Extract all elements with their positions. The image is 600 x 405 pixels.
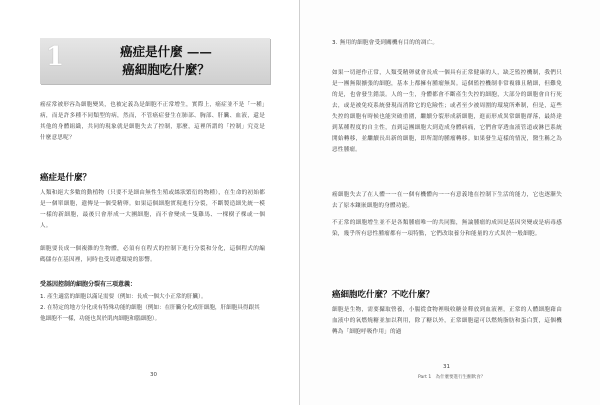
section1-paragraph-2: 細胞要長成一個複雜的生物體，必須有在程式的控制下進行分裂和分化，這個程式的編碼儲存在基因裡，同時也受周遭環境的影響。 [40, 246, 265, 263]
list-item-3: 3. 無用的細胞會受到關機有目的的凋亡。 [332, 40, 439, 46]
chapter-title-line1: 癌症是什麼 —— [120, 44, 212, 59]
page-number-left: 30 [150, 372, 157, 378]
section-heading-what-cancer-eats: 癌細胞吃什麼？不吃什麼？ [332, 290, 435, 300]
intro-paragraph: 癌症常被形容為細胞變異，也被定義為是細胞不正常增生，實際上，癌症並不是「一種」病，而是許多種不同類型的病，然而，不管癌症發生在肺部、胸部、肝臟、血液，還是其他的身體組織，共同的現象就是細胞失去了控制，那麼，這裡所謂的「控制」究竟是什麼意思呢？ [40, 102, 265, 141]
list-heading: 受基因控制的細胞分裂有三項意義： [40, 281, 137, 288]
right-paragraph-1: 如果一切運作正常，人類受精卵就會長成一個具有正常健康的人，缺乏監控機制，我們只是一團無限擴張的細胞，基本上都擁有腫瘤無異。這個監控機制非常複雜且精細，但難免的是，也會發生錯誤。人的一生，身體都會不斷產生失控的細胞，大部分的細胞會自行死去，或是被免疫系統發現而消除它的危險性；或者至少被周圍的環境所牽制，但是，這些失控的細胞有時候也能突破重圍，繼續分裂形成新細胞，進而形成異常細胞群落，最終達到某種程度的自主性，直到這團細胞大到造成身體病痛，它們會穿透血液管道或淋巴系統開始轉移，並繼續長出新的細胞，即所謂的腫瘤轉移。如果發生這樣的情況，醫生稱之為惡性腫瘤。 [332, 70, 562, 153]
chapter-number: 1 [46, 42, 65, 72]
right-paragraph-4: 細胞是生物，需要攝取營養，小腸從食物裡吸收糖並釋放到血液裡，正常的人體細胞藉由血液中的氧燃燒糖並加以利用，除了糖以外，正常細胞還可以燃燒脂肪和蛋白質，這個機轉為「細胞呼吸作用」的過 [332, 307, 562, 335]
section1-paragraph-1: 人類和絕大多數的動植物（只要不是細由無性生殖或絲狀繁衍的物種），在生命的初始都是一個單細胞，遺傳是一個受精卵。如果這個細胞實現進行分裂，不斷製造細先統一模一樣的新細胞，最後只會形成一大團細胞，而不會變成一隻雞馬、一棵樹子棵或一個人。 [40, 190, 265, 229]
gene-control-list [40, 292, 265, 325]
list-item: 2. 在特定的地方分化成有特殊功能的細胞（例如：在肝臟分化成肝細胞，肝細胞具得跟其他細胞不一樣，功能也異於肌肉細胞和腦細胞）。 [40, 305, 260, 322]
chapter-title-line2: 癌細胞吃什麼？ [122, 62, 210, 77]
right-paragraph-2: 癌細胞失去了在人體一一在一個有機體內一一有意義地在控制下生活的能力，它也逐漸失去了原本鑲嵌細胞的身體功能。 [332, 192, 562, 209]
section-heading-what-is-cancer: 癌症是什麼？ [40, 173, 92, 183]
running-footer: Part 1 為什麼要進行生酮飲食？ [418, 375, 486, 380]
chapter-title [66, 43, 266, 79]
page-number-right: 31 [443, 364, 450, 370]
right-page [300, 0, 600, 405]
list-item: 1. 產生適當的細胞以滿足需要（例如：長成一個大小正常的肝臟）。 [40, 294, 207, 300]
right-paragraph-3: 不正常的細胞增生並不是各類腫瘤唯一的共同點，無論腫瘤的成因是基因突變或是病毒感染，幾乎所有惡性腫瘤都有一項特點，它們改取養分和能量的方式異於一般細胞。 [332, 220, 562, 237]
chapter-title-block [40, 38, 270, 84]
